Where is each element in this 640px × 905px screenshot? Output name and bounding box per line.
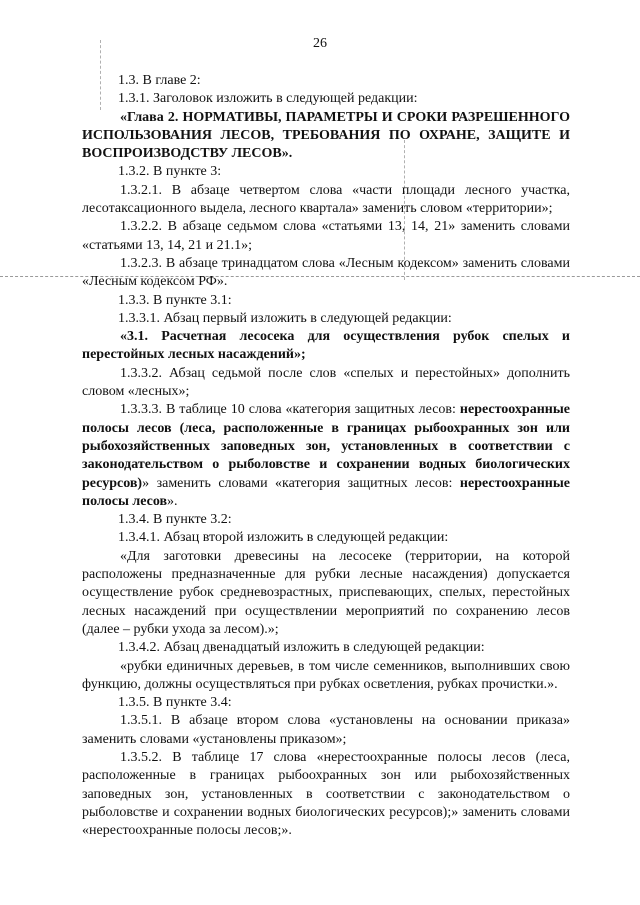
paragraph: 1.3.4.1. Абзац второй изложить в следующей редакции: [118,530,449,546]
paragraph: 1.3.2. В пункте 3: [118,164,222,180]
paragraph: 1.3. В главе 2: [118,73,201,88]
paragraph: 1.3.3. В пункте 3.1: [118,292,232,308]
paragraph: 1.3.1. Заголовок изложить в следующей редакции: [118,91,418,107]
chapter-title: «Глава 2. НОРМАТИВЫ, ПАРАМЕТРЫ И СРОКИ РАЗРЕШЕННОГО ИСПОЛЬЗОВАНИЯ ЛЕСОВ, ТРЕБОВАНИЯ ПО ОХРАНЕ, ЗАЩИТЕ И ВОСПРОИЗВОДСТВУ ЛЕСОВ». [82,109,570,162]
paragraph: 1.3.2.2. В абзаце седьмом слова «статьями 13, 14, 21» заменить словами «статьями 13, 14, 21 и 21.1»; [82,219,570,253]
paragraph: 1.3.4. В пункте 3.2: [118,512,232,528]
paragraph: 1.3.3.2. Абзац седьмой после слов «спелых и перестойных» дополнить словом «лесных»; [82,365,570,400]
text-run: » заменить словами «категория защитных лесов: [142,475,460,491]
paragraph-bold: «3.1. Расчетная лесосека для осуществления рубок спелых и перестойных лесных насаждений»; [82,329,570,363]
bold-run: нерестоохранные полосы лесов [82,475,570,509]
paragraph: 1.3.2.3. В абзаце тринадцатом слова «Лесным кодексом» заменить словами «Лесным кодексом РФ». [82,255,570,290]
paragraph: 1.3.3.1. Абзац первый изложить в следующей редакции: [118,310,452,326]
text-run: ». [167,493,178,509]
paragraph: 1.3.2.1. В абзаце четвертом слова «части площади лесного участка, лесотаксационного выдела, лесного квартала» заменить словом «территории»; [82,182,570,217]
paragraph-mixed [82,401,570,511]
page-number: 26 [313,36,327,51]
paragraph: 1.3.5.2. В таблице 17 слова «нерестоохранные полосы лесов (леса, расположенные в границах рыбоохранных зон или рыбохозяйственных заповедных зон, установленных в соответствии с законодательством о рыболовстве и сохранении водных биологических ресурсов);» заменить словами «нерестоохранные полосы лесов;». [82,749,570,839]
paragraph: 1.3.5. В пункте 3.4: [118,695,232,711]
paragraph: «рубки единичных деревьев, в том числе семенников, выполнивших свою функцию, должны осуществляться при рубках осветления, рубках прочистки.». [82,658,570,692]
paragraph: 1.3.4.2. Абзац двенадцатый изложить в следующей редакции: [118,640,485,656]
bold-run: нерестоохранные полосы лесов (леса, расположенные в границах рыбоохранных зон или рыбохозяйственных заповедных зон, установленных в соответствии с законодательством о рыболовстве и сохранении водных биологических ресурсов) [82,402,570,491]
paragraph: «Для заготовки древесины на лесосеке (территории, на которой расположены предназначенные для рубки лесные насаждения) допускается осуществление рубок средневозрастных, приспевающих, спелых, перестойных лесных насаждений при осуществлении мероприятий по сохранению лесов (далее – рубки ухода за лесом).»; [82,548,570,637]
paragraph: 1.3.5.1. В абзаце втором слова «установлены на основании приказа» заменить словами «установлены приказом»; [82,713,570,747]
document-body [82,72,570,840]
text-run: 1.3.3.3. В таблице 10 слова «категория защитных лесов: [120,402,460,418]
